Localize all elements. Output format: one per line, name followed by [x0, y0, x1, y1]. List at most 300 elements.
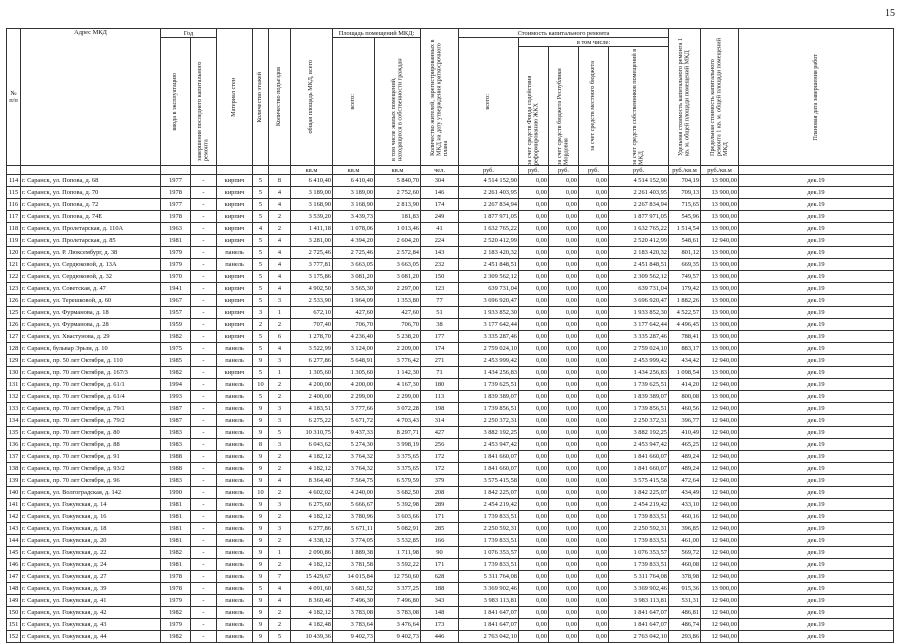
table-cell: 0,00 — [519, 511, 549, 523]
table-cell: 706,70 — [375, 319, 421, 331]
table-cell: 5 671,11 — [333, 523, 375, 535]
table-cell: 3 081,20 — [375, 271, 421, 283]
table-cell: 173 — [421, 619, 459, 631]
table-row — [7, 223, 894, 235]
table-cell: 1 839 389,07 — [459, 391, 519, 403]
table-cell: 1 841 647,07 — [609, 619, 669, 631]
table-cell: 6 410,40 — [333, 175, 375, 187]
table-cell: 3 783,64 — [333, 619, 375, 631]
header-year-overhaul: завершения последнего капитального ремонта — [191, 38, 217, 166]
table-cell: 9 — [253, 559, 269, 571]
table-cell: 0,00 — [519, 547, 549, 559]
table-cell: дек.19 — [739, 535, 894, 547]
table-cell: кирпич — [217, 211, 253, 223]
table-cell: 140 — [7, 487, 21, 499]
table-cell: 1 839 389,07 — [609, 391, 669, 403]
table-cell: - — [191, 547, 217, 559]
table-cell: 2 261 403,95 — [459, 187, 519, 199]
table-cell: - — [191, 631, 217, 643]
table-cell: 0,00 — [549, 439, 579, 451]
table-cell: панель — [217, 403, 253, 415]
table-cell: 1982 — [161, 607, 191, 619]
table-cell: 3 — [269, 439, 291, 451]
table-cell: 2 — [253, 319, 269, 331]
table-cell: г. Саранск, пр. 70 лет Октября, д. 167/3 — [21, 367, 161, 379]
table-cell: - — [191, 391, 217, 403]
table-cell: 224 — [421, 235, 459, 247]
header-wall-material: Материал стен — [217, 29, 253, 166]
table-row — [7, 343, 894, 355]
table-cell: 4 496,45 — [669, 319, 701, 331]
table-cell: 433,10 — [669, 499, 701, 511]
table-cell: 9 — [253, 451, 269, 463]
table-cell: 6 275,60 — [291, 499, 333, 511]
table-cell: 152 — [7, 631, 21, 643]
table-cell: 51 — [421, 307, 459, 319]
table-cell: - — [191, 211, 217, 223]
table-cell: 9 — [253, 463, 269, 475]
table-cell: 2 090,86 — [291, 547, 333, 559]
table-cell: 461,00 — [669, 535, 701, 547]
table-cell: 3 — [269, 295, 291, 307]
table-cell: г. Саранск, ул. Фурманова, д. 28 — [21, 319, 161, 331]
table-cell: 12 940,00 — [701, 487, 739, 499]
table-cell: 131 — [7, 379, 21, 391]
table-cell: - — [191, 271, 217, 283]
table-cell: 0,00 — [579, 571, 609, 583]
table-cell: г. Саранск, ул. Гожувская, д. 41 — [21, 595, 161, 607]
table-cell: 3 998,19 — [375, 439, 421, 451]
table-cell: панель — [217, 619, 253, 631]
table-cell: панель — [217, 463, 253, 475]
header-including: в том числе: — [519, 38, 669, 47]
table-cell: - — [191, 331, 217, 343]
table-cell: 6 275,22 — [291, 415, 333, 427]
table-cell: 0,00 — [579, 523, 609, 535]
table-cell: 0,00 — [579, 463, 609, 475]
table-cell: 139 — [7, 475, 21, 487]
table-cell: 6 — [269, 331, 291, 343]
table-cell: 3 522,99 — [291, 343, 333, 355]
table-cell: г. Саранск, ул. Гожувская, д. 24 — [21, 559, 161, 571]
table-cell: 3 983 113,81 — [459, 595, 519, 607]
table-cell: 0,00 — [549, 355, 579, 367]
table-cell: 569,72 — [669, 547, 701, 559]
table-cell: 4 338,12 — [291, 535, 333, 547]
table-cell: 1 933 852,30 — [459, 307, 519, 319]
table-cell: 13 900,00 — [701, 343, 739, 355]
table-cell: 0,00 — [549, 343, 579, 355]
table-cell: 4 — [269, 583, 291, 595]
table-cell: 9 — [253, 427, 269, 439]
table-cell: 0,00 — [579, 511, 609, 523]
table-cell: 12 940,00 — [701, 379, 739, 391]
table-cell: 256 — [421, 439, 459, 451]
table-cell: 0,00 — [549, 571, 579, 583]
table-row — [7, 535, 894, 547]
table-cell: 148 — [7, 583, 21, 595]
table-cell: г. Саранск, ул. Р. Люксембург, д. 38 — [21, 247, 161, 259]
table-cell: 2 — [269, 535, 291, 547]
table-row — [7, 307, 894, 319]
table-cell: дек.19 — [739, 367, 894, 379]
table-cell: 7 496,80 — [375, 595, 421, 607]
table-cell: 0,00 — [549, 403, 579, 415]
table-cell: г. Саранск, пр. 70 лет Октября, д. 79/1 — [21, 403, 161, 415]
table-cell: г. Саранск, ул. Гожувская, д. 18 — [21, 523, 161, 535]
table-cell: 174 — [421, 199, 459, 211]
table-cell: 4 183,51 — [291, 403, 333, 415]
table-cell: панель — [217, 499, 253, 511]
table-cell: 3 882 192,25 — [609, 427, 669, 439]
table-cell: 1981 — [161, 511, 191, 523]
table-cell: 4 — [269, 235, 291, 247]
table-cell: кирпич — [217, 295, 253, 307]
table-cell: 4 — [269, 475, 291, 487]
table-cell: 5 392,98 — [375, 499, 421, 511]
table-cell: 115 — [7, 187, 21, 199]
table-cell: 3 124,00 — [333, 343, 375, 355]
table-cell: 172 — [421, 463, 459, 475]
header-entrances: Количество подъездов — [269, 29, 291, 166]
table-cell: 3 565,30 — [333, 283, 375, 295]
table-cell: - — [191, 223, 217, 235]
table-cell: г. Саранск, ул. Хвастунова, д. 29 — [21, 331, 161, 343]
table-cell: 8 297,71 — [375, 427, 421, 439]
header-area-group: Площадь помещений МКД: — [333, 29, 421, 38]
table-cell: 0,00 — [519, 175, 549, 187]
table-cell: 628 — [421, 571, 459, 583]
table-cell: 801,12 — [669, 247, 701, 259]
table-cell: г. Саранск, ул. Попова, д. 70 — [21, 187, 161, 199]
table-cell: 3 681,52 — [333, 583, 375, 595]
table-cell: 15 429,67 — [291, 571, 333, 583]
table-cell: 126 — [7, 319, 21, 331]
table-row — [7, 523, 894, 535]
table-cell: 0,00 — [549, 463, 579, 475]
table-cell: 0,00 — [579, 487, 609, 499]
table-cell: 5 — [253, 259, 269, 271]
table-cell: 188 — [421, 583, 459, 595]
table-cell: 531,31 — [669, 595, 701, 607]
table-cell: 8 — [253, 439, 269, 451]
table-cell: 4 602,02 — [291, 487, 333, 499]
table-cell: 5 666,67 — [333, 499, 375, 511]
table-cell: 4 394,20 — [333, 235, 375, 247]
header-year-group: Год — [161, 29, 217, 38]
table-cell: дек.19 — [739, 547, 894, 559]
table-cell: 3 780,96 — [333, 511, 375, 523]
table-cell: 0,00 — [579, 499, 609, 511]
table-cell: 5 — [269, 427, 291, 439]
table-cell: 2 — [269, 607, 291, 619]
table-cell: панель — [217, 355, 253, 367]
unit-cell: руб. — [579, 166, 609, 175]
table-cell: 12 940,00 — [701, 547, 739, 559]
table-row — [7, 331, 894, 343]
table-cell: 5 — [253, 235, 269, 247]
table-cell: г. Саранск, ул. Пролетарская, д. 110А — [21, 223, 161, 235]
table-cell: дек.19 — [739, 595, 894, 607]
table-cell: 0,00 — [579, 355, 609, 367]
table-cell: 177 — [421, 331, 459, 343]
table-cell: 0,00 — [549, 583, 579, 595]
table-cell: 2 183 420,32 — [609, 247, 669, 259]
table-cell: 0,00 — [549, 259, 579, 271]
table-cell: 0,00 — [549, 247, 579, 259]
table-cell: кирпич — [217, 187, 253, 199]
table-cell: 1 841 660,07 — [459, 451, 519, 463]
table-cell: 2 453 947,42 — [459, 439, 519, 451]
header-residents: Количество жителей, зарегистрированных в МКД на дату утверждения краткосрочного плана — [421, 29, 459, 166]
table-cell: 9 — [253, 619, 269, 631]
table-cell: 1 739 625,51 — [459, 379, 519, 391]
table-cell: 0,00 — [579, 391, 609, 403]
table-cell: 3 — [269, 415, 291, 427]
table-row — [7, 547, 894, 559]
table-cell: 1988 — [161, 451, 191, 463]
table-cell: кирпич — [217, 331, 253, 343]
table-cell: 800,08 — [669, 391, 701, 403]
table-cell: 672,10 — [291, 307, 333, 319]
table-cell: 0,00 — [519, 199, 549, 211]
table-cell: 4 182,48 — [291, 619, 333, 631]
table-cell: 3 783,08 — [333, 607, 375, 619]
table-cell: 0,00 — [519, 391, 549, 403]
table-cell: 3 476,64 — [375, 619, 421, 631]
table-cell: 0,00 — [549, 487, 579, 499]
table-cell: 123 — [7, 283, 21, 295]
table-cell: 0,00 — [579, 307, 609, 319]
table-cell: 460,56 — [669, 403, 701, 415]
table-cell: 5 — [253, 247, 269, 259]
table-cell: 1967 — [161, 295, 191, 307]
table-cell: 6 579,59 — [375, 475, 421, 487]
table-cell: 0,00 — [519, 187, 549, 199]
table-cell: 3 696 920,47 — [459, 295, 519, 307]
table-cell: 1 632 765,22 — [609, 223, 669, 235]
table-cell: 172 — [421, 451, 459, 463]
table-cell: 3 764,32 — [333, 463, 375, 475]
table-cell: г. Саранск, ул. Терешковой, д. 60 — [21, 295, 161, 307]
table-cell: 3 377,25 — [375, 583, 421, 595]
table-row — [7, 475, 894, 487]
table-cell: 3 369 902,46 — [609, 583, 669, 595]
table-cell: - — [191, 175, 217, 187]
unit-cell: руб. — [459, 166, 519, 175]
table-cell: 465,25 — [669, 439, 701, 451]
table-cell: 9 — [253, 547, 269, 559]
table-cell: 3 592,22 — [375, 559, 421, 571]
table-cell: панель — [217, 415, 253, 427]
table-cell: 3 882 192,25 — [459, 427, 519, 439]
table-cell: 122 — [7, 271, 21, 283]
table-cell: 132 — [7, 391, 21, 403]
table-cell: 12 940,00 — [701, 631, 739, 643]
table-cell: 0,00 — [579, 331, 609, 343]
table-cell: - — [191, 607, 217, 619]
table-cell: 133 — [7, 403, 21, 415]
table-cell: 0,00 — [519, 415, 549, 427]
table-cell: 3 335 287,46 — [609, 331, 669, 343]
table-cell: 427,60 — [333, 307, 375, 319]
table-cell: г. Саранск, ул. Гожувская, д. 27 — [21, 571, 161, 583]
table-cell: дек.19 — [739, 175, 894, 187]
table-cell: 2 209,00 — [375, 343, 421, 355]
table-row — [7, 487, 894, 499]
table-cell: - — [191, 559, 217, 571]
table-cell: 1 964,09 — [333, 295, 375, 307]
table-cell: 5 238,20 — [375, 331, 421, 343]
table-cell: 2 267 834,94 — [459, 199, 519, 211]
table-cell: 1982 — [161, 631, 191, 643]
header-cost-all: всего: — [459, 38, 519, 166]
table-cell: 179,42 — [669, 283, 701, 295]
table-cell: 709,13 — [669, 187, 701, 199]
table-cell: панель — [217, 547, 253, 559]
table-cell: 0,00 — [519, 487, 549, 499]
table-cell: 4 — [253, 223, 269, 235]
table-cell: 2 533,90 — [291, 295, 333, 307]
table-cell: 2 725,46 — [333, 247, 375, 259]
table-cell: 1 842 225,07 — [609, 487, 669, 499]
table-cell: дек.19 — [739, 631, 894, 643]
table-cell: 5 — [253, 583, 269, 595]
table-cell: 0,00 — [579, 187, 609, 199]
header-num: № п/п — [7, 29, 21, 166]
table-cell: 4 514 152,90 — [459, 175, 519, 187]
table-cell: панель — [217, 523, 253, 535]
table-cell: 2 572,84 — [375, 247, 421, 259]
table-cell: 13 900,00 — [701, 307, 739, 319]
table-cell: 1957 — [161, 307, 191, 319]
table-cell: 0,00 — [519, 607, 549, 619]
table-cell: г. Саранск, пр. 70 лет Октября, д. 93/2 — [21, 463, 161, 475]
table-cell: 3 335 287,46 — [459, 331, 519, 343]
header-address: Адрес МКД — [21, 29, 161, 166]
table-cell: панель — [217, 487, 253, 499]
table-cell: 0,00 — [549, 211, 579, 223]
table-cell: дек.19 — [739, 523, 894, 535]
table-cell: 12 940,00 — [701, 499, 739, 511]
table-row — [7, 427, 894, 439]
table-cell: 706,70 — [333, 319, 375, 331]
table-cell: 5 — [253, 295, 269, 307]
table-row — [7, 511, 894, 523]
table-cell: 0,00 — [549, 295, 579, 307]
table-cell: 114 — [7, 175, 21, 187]
table-cell: 137 — [7, 451, 21, 463]
table-cell: 151 — [7, 619, 21, 631]
table-cell: 0,00 — [519, 583, 549, 595]
table-cell: дек.19 — [739, 223, 894, 235]
table-cell: 5 311 764,08 — [459, 571, 519, 583]
table-cell: 1987 — [161, 415, 191, 427]
table-cell: 9 — [253, 475, 269, 487]
table-body — [7, 175, 894, 643]
table-cell: 0,00 — [519, 259, 549, 271]
table-cell: 5 — [253, 331, 269, 343]
table-cell: 0,00 — [549, 547, 579, 559]
table-cell: 142 — [7, 511, 21, 523]
table-cell: 180 — [421, 379, 459, 391]
table-cell: 12 940,00 — [701, 571, 739, 583]
table-cell: 3 281,00 — [291, 235, 333, 247]
table-cell: 1 739 833,51 — [609, 559, 669, 571]
header-floors: Количество этажей — [253, 29, 269, 166]
table-cell: г. Саранск, ул. Попова, д. 74Е — [21, 211, 161, 223]
table-cell: 128 — [7, 343, 21, 355]
table-cell: 2 752,60 — [375, 187, 421, 199]
table-cell: 1982 — [161, 331, 191, 343]
table-cell: 1 889,38 — [333, 547, 375, 559]
table-row — [7, 355, 894, 367]
table-cell: дек.19 — [739, 319, 894, 331]
table-cell: 1 882,26 — [669, 295, 701, 307]
table-cell: 2 759 024,10 — [459, 343, 519, 355]
table-cell: 0,00 — [519, 223, 549, 235]
table-cell: 9 — [253, 631, 269, 643]
table-cell: 0,00 — [519, 343, 549, 355]
table-cell: панель — [217, 607, 253, 619]
table-cell: 0,00 — [519, 367, 549, 379]
table-cell: 0,00 — [579, 451, 609, 463]
table-cell: кирпич — [217, 319, 253, 331]
table-cell: 1959 — [161, 319, 191, 331]
table-cell: 4 167,30 — [375, 379, 421, 391]
table-cell: 0,00 — [579, 235, 609, 247]
table-cell: 0,00 — [519, 559, 549, 571]
table-cell: 120 — [7, 247, 21, 259]
table-cell: 143 — [7, 523, 21, 535]
table-cell: г. Саранск, пр. 70 лет Октября, д. 88 — [21, 439, 161, 451]
table-cell: 2 759 024,10 — [609, 343, 669, 355]
table-cell: 13 900,00 — [701, 199, 739, 211]
table-cell: 3 575 415,58 — [459, 475, 519, 487]
table-cell: 3 — [269, 403, 291, 415]
table-cell: - — [191, 283, 217, 295]
table-cell: панель — [217, 343, 253, 355]
table-cell: 1994 — [161, 379, 191, 391]
table-cell: 1 411,18 — [291, 223, 333, 235]
table-cell: 135 — [7, 427, 21, 439]
table-cell: 4 — [269, 271, 291, 283]
table-cell: 145 — [7, 547, 21, 559]
table-cell: 0,00 — [579, 403, 609, 415]
table-cell: 146 — [421, 187, 459, 199]
table-cell: 1 739 833,51 — [459, 535, 519, 547]
table-cell: 314 — [421, 415, 459, 427]
table-cell: 1 711,98 — [375, 547, 421, 559]
table-cell: 9 — [253, 511, 269, 523]
table-cell: 489,24 — [669, 463, 701, 475]
table-cell: 1993 — [161, 391, 191, 403]
table-row — [7, 463, 894, 475]
table-cell: 150 — [7, 607, 21, 619]
table-cell: 3 — [269, 499, 291, 511]
table-cell: 113 — [421, 391, 459, 403]
table-cell: - — [191, 451, 217, 463]
table-cell: 2 309 562,12 — [459, 271, 519, 283]
table-cell: 3 177 642,44 — [459, 319, 519, 331]
table-cell: 1 — [269, 367, 291, 379]
table-cell: 2 454 219,42 — [459, 499, 519, 511]
table-cell: 12 940,00 — [701, 559, 739, 571]
table-row — [7, 583, 894, 595]
table-row — [7, 271, 894, 283]
table-cell: дек.19 — [739, 619, 894, 631]
table-cell: 12 940,00 — [701, 511, 739, 523]
